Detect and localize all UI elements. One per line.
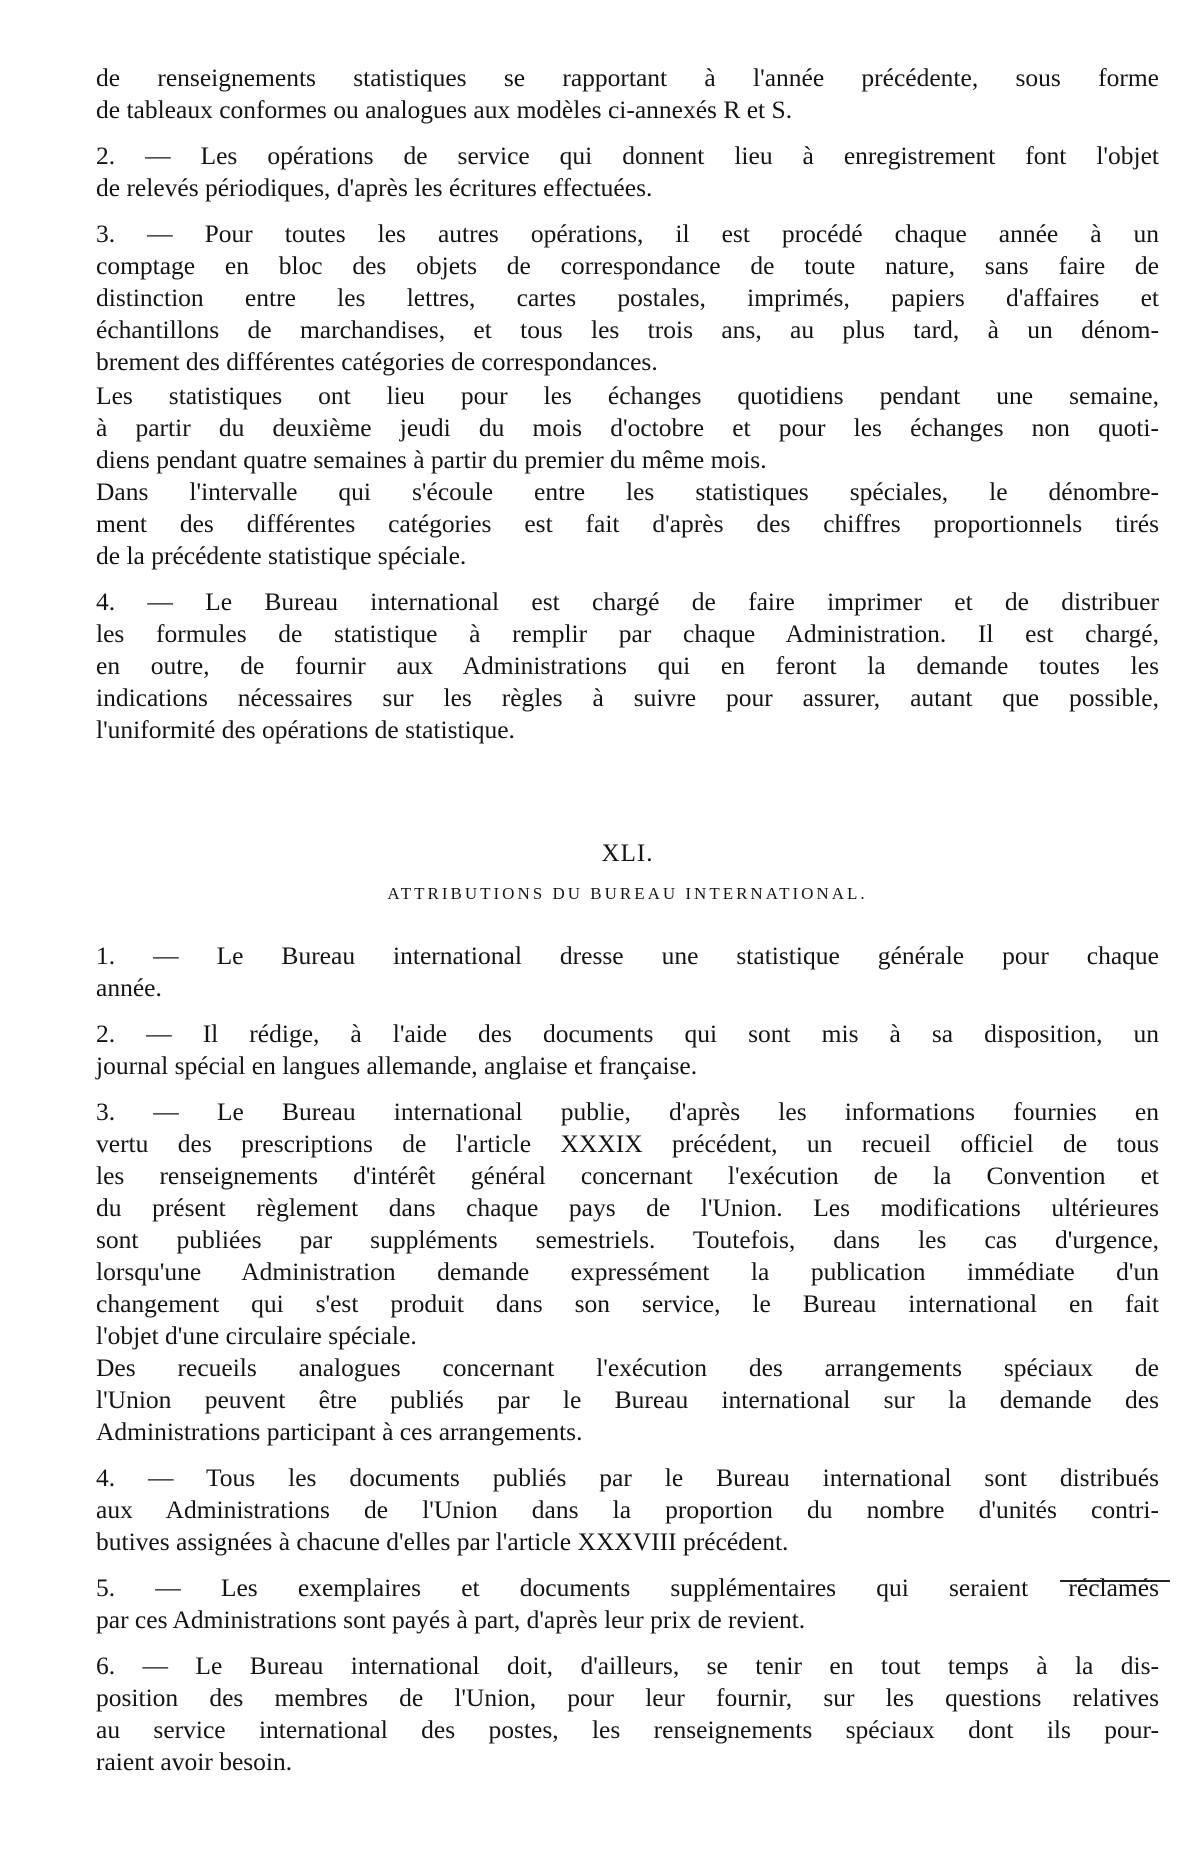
- text-line: 4. — Tous les documents publiés par le Bureau international sont distribués: [96, 1463, 1159, 1492]
- text-line: 2. — Les opérations de service qui donnent lieu à enregistrement font l'objet: [96, 141, 1159, 170]
- text-line: butives assignées à chacune d'elles par l'article XXXVIII précédent.: [96, 1527, 789, 1556]
- text-line: l'Union peuvent être publiés par le Bureau international sur la demande des: [96, 1385, 1159, 1414]
- text-line: Des recueils analogues concernant l'exécution des arrangements spéciaux de: [96, 1353, 1159, 1382]
- spacer: [96, 572, 1159, 586]
- text-line: de relevés périodiques, d'après les écritures effectuées.: [96, 173, 653, 202]
- paragraph: [96, 586, 1159, 746]
- paragraph: [96, 218, 1159, 378]
- spacer: [96, 1004, 1159, 1018]
- text-line: 2. — Il rédige, à l'aide des documents qui sont mis à sa disposition, un: [96, 1019, 1159, 1048]
- text-line: 4. — Le Bureau international est chargé de faire imprimer et de distribuer: [96, 587, 1159, 616]
- text-line: en outre, de fournir aux Administrations qui en feront la demande toutes les: [96, 651, 1159, 680]
- text-line: à partir du deuxième jeudi du mois d'octobre et pour les échanges non quoti-: [96, 413, 1159, 442]
- text-line: journal spécial en langues allemande, anglaise et française.: [96, 1051, 698, 1080]
- text-line: raient avoir besoin.: [96, 1747, 293, 1776]
- text-line: position des membres de l'Union, pour leur fournir, sur les questions relatives: [96, 1683, 1159, 1712]
- spacer: [96, 746, 1159, 838]
- spacer: [96, 1448, 1159, 1462]
- text-line: changement qui s'est produit dans son service, le Bureau international en fait: [96, 1289, 1159, 1318]
- text-line: échantillons de marchandises, et tous les trois ans, au plus tard, à un dénom-: [96, 315, 1159, 344]
- document-page: [96, 62, 1159, 1778]
- paragraph: [96, 1096, 1159, 1352]
- section-title: ATTRIBUTIONS DU BUREAU INTERNATIONAL.: [387, 884, 868, 903]
- text-line: brement des différentes catégories de correspondances.: [96, 347, 658, 376]
- paragraph: [96, 1462, 1159, 1558]
- end-rule: [1060, 1580, 1170, 1582]
- paragraph: [96, 1650, 1159, 1778]
- text-line: année.: [96, 973, 162, 1002]
- spacer: [96, 1082, 1159, 1096]
- text-line: 6. — Le Bureau international doit, d'ailleurs, se tenir en tout temps à la dis-: [96, 1651, 1159, 1680]
- spacer: [96, 906, 1159, 940]
- paragraph: [96, 940, 1159, 1004]
- paragraph: [96, 476, 1159, 572]
- text-line: Les statistiques ont lieu pour les échanges quotidiens pendant une semaine,: [96, 381, 1159, 410]
- text-line: l'objet d'une circulaire spéciale.: [96, 1321, 417, 1350]
- text-line: de la précédente statistique spéciale.: [96, 541, 467, 570]
- section-number: XLI.: [601, 840, 654, 867]
- text-line: par ces Administrations sont payés à part, d'après leur prix de revient.: [96, 1605, 806, 1634]
- text-line: de tableaux conformes ou analogues aux modèles ci-annexés R et S.: [96, 95, 793, 124]
- spacer: [96, 126, 1159, 140]
- text-line: diens pendant quatre semaines à partir du premier du même mois.: [96, 445, 767, 474]
- paragraph: [96, 1352, 1159, 1448]
- text-line: du présent règlement dans chaque pays de l'Union. Les modifications ultérieures: [96, 1193, 1159, 1222]
- text-line: comptage en bloc des objets de correspondance de toute nature, sans faire de: [96, 251, 1159, 280]
- paragraph: [96, 140, 1159, 204]
- text-line: 3. — Pour toutes les autres opérations, il est procédé chaque année à un: [96, 219, 1159, 248]
- text-line: aux Administrations de l'Union dans la proportion du nombre d'unités contri-: [96, 1495, 1159, 1524]
- text-line: les renseignements d'intérêt général concernant l'exécution de la Convention et: [96, 1161, 1159, 1190]
- spacer: [96, 204, 1159, 218]
- paragraph: [96, 62, 1159, 126]
- text-line: sont publiées par suppléments semestriels. Toutefois, dans les cas d'urgence,: [96, 1225, 1159, 1254]
- text-line: lorsqu'une Administration demande expressément la publication immédiate d'un: [96, 1257, 1159, 1286]
- text-line: indications nécessaires sur les règles à suivre pour assurer, autant que possible,: [96, 683, 1159, 712]
- paragraph: [96, 380, 1159, 476]
- spacer: [96, 1636, 1159, 1650]
- text-line: l'uniformité des opérations de statistique.: [96, 715, 515, 744]
- text-line: ment des différentes catégories est fait d'après des chiffres proportionnels tirés: [96, 509, 1159, 538]
- text-line: vertu des prescriptions de l'article XXXIX précédent, un recueil officiel de tous: [96, 1129, 1159, 1158]
- text-line: 5. — Les exemplaires et documents supplémentaires qui seraient réclamés: [96, 1573, 1159, 1602]
- spacer: [96, 1558, 1159, 1572]
- text-line: 1. — Le Bureau international dresse une statistique générale pour chaque: [96, 941, 1159, 970]
- text-line: au service international des postes, les renseignements spéciaux dont ils pour-: [96, 1715, 1159, 1744]
- text-line: Administrations participant à ces arrangements.: [96, 1417, 583, 1446]
- text-line: 3. — Le Bureau international publie, d'après les informations fournies en: [96, 1097, 1159, 1126]
- paragraph: [96, 1572, 1159, 1636]
- text-line: les formules de statistique à remplir par chaque Administration. Il est chargé,: [96, 619, 1159, 648]
- paragraph: [96, 1018, 1159, 1082]
- text-line: Dans l'intervalle qui s'écoule entre les statistiques spéciales, le dénombre-: [96, 477, 1159, 506]
- text-line: distinction entre les lettres, cartes postales, imprimés, papiers d'affaires et: [96, 283, 1159, 312]
- text-line: de renseignements statistiques se rapportant à l'année précédente, sous forme: [96, 63, 1159, 92]
